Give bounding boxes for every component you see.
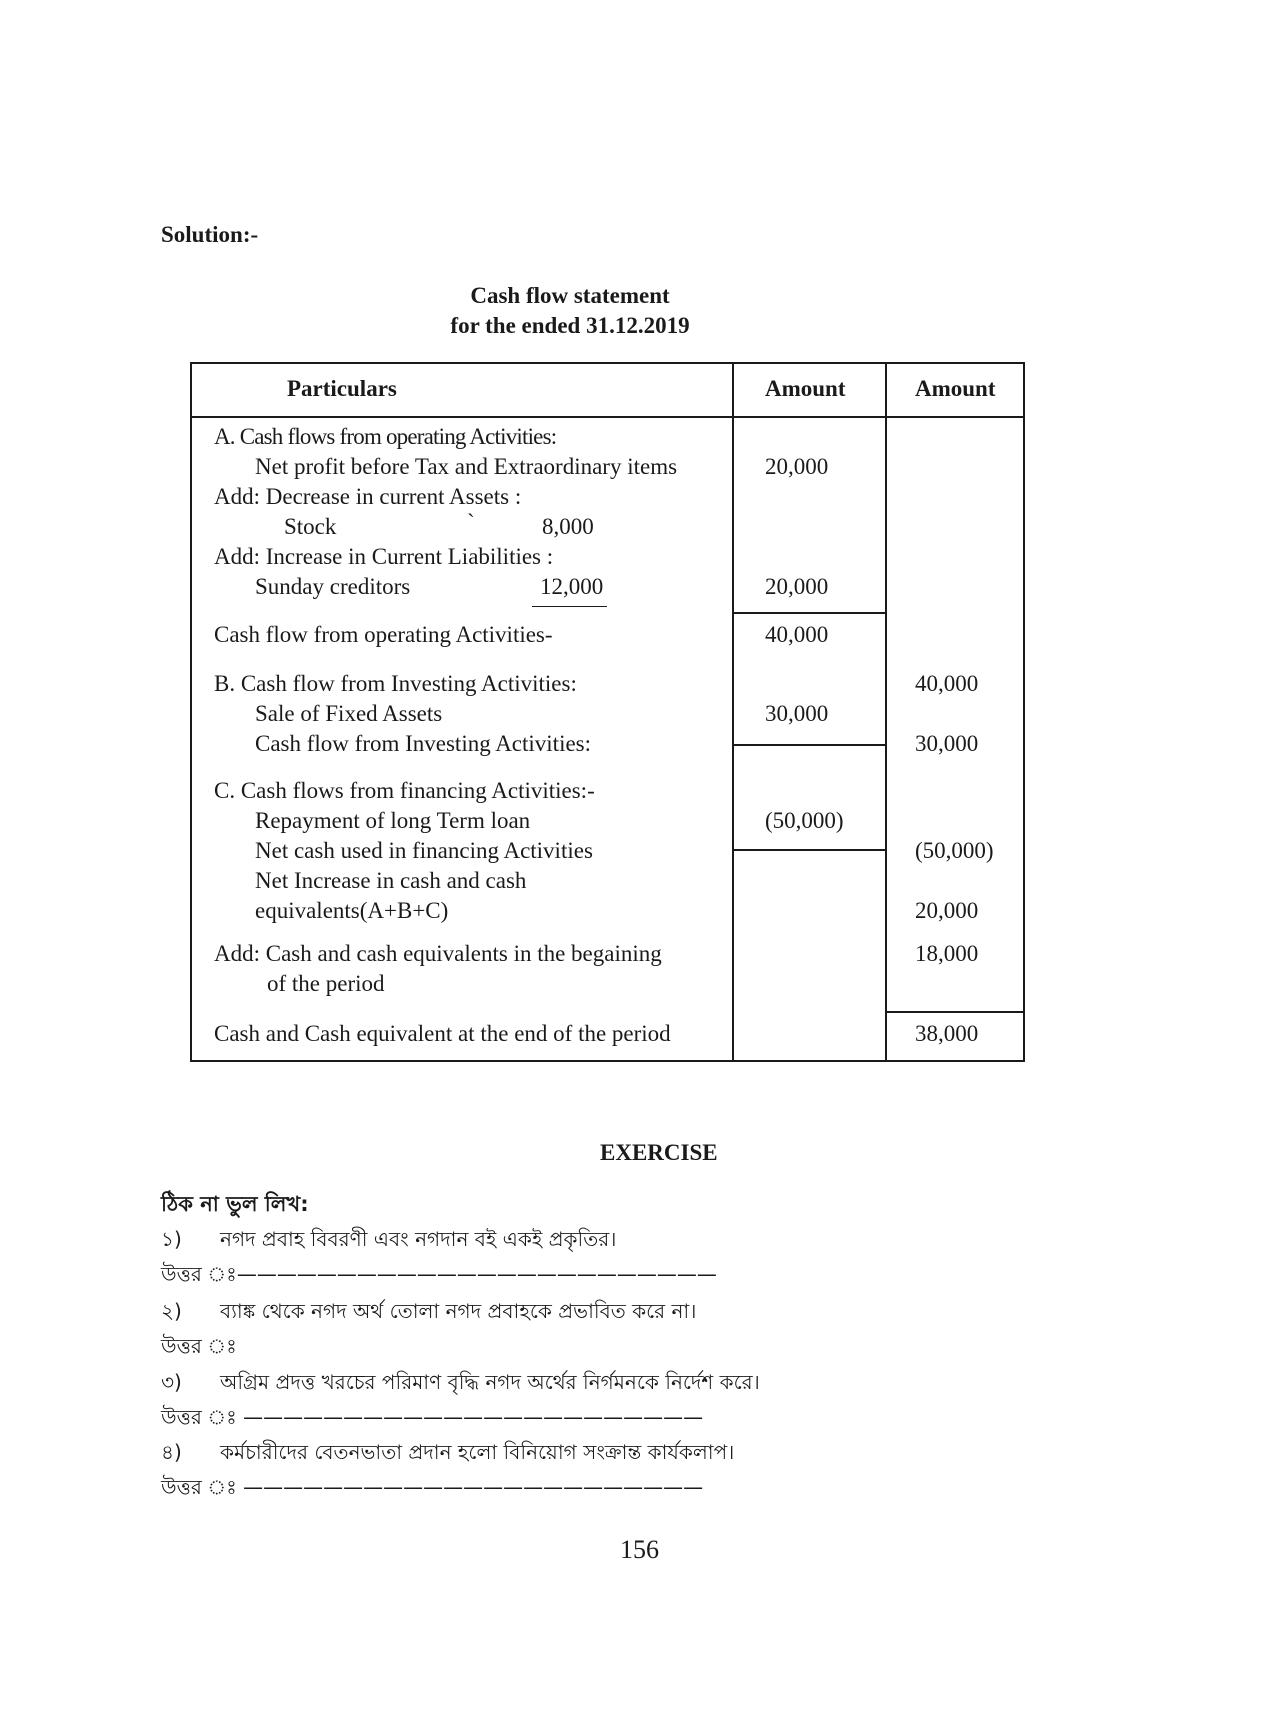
header-particulars: Particulars (287, 376, 397, 401)
stock-amount: 8,000 (542, 514, 594, 539)
stock-mark: ` (467, 510, 475, 535)
sale-fixed-assets-label: Sale of Fixed Assets (255, 701, 443, 726)
net-profit-amount: 20,000 (765, 454, 829, 479)
section-b-heading: B. Cash flow from Investing Activities: (214, 671, 577, 696)
total-rule (885, 1011, 1023, 1013)
end-period-label: Cash and Cash equivalent at the end of the period (214, 1021, 671, 1046)
cash-flow-table (190, 362, 1025, 1062)
subtotal-rule (732, 744, 885, 746)
repayment-label: Repayment of long Term loan (255, 808, 531, 833)
column-divider (732, 364, 734, 1060)
net-increase-label-2: equivalents(A+B+C) (255, 898, 449, 923)
net-increase-amount: 20,000 (915, 898, 979, 923)
question-3-text: অগ্রিম প্রদত্ত খরচের পরিমাণ বৃদ্ধি নগদ অর্থের নির্গমনকে নির্দেশ করে। (220, 1370, 760, 1394)
add-beginning-amount: 18,000 (915, 941, 979, 966)
statement-subtitle: for the ended 31.12.2019 (450, 313, 690, 338)
page-number: 156 (620, 1535, 659, 1564)
section-c-heading: C. Cash flows from financing Activities:- (214, 778, 595, 803)
question-4-text: কর্মচারীদের বেতনভাতা প্রদান হলো বিনিয়োগ সংক্রান্ত কার্যকলাপ। (220, 1440, 735, 1464)
question-3-number: ৩) (161, 1370, 182, 1394)
section-a-heading: A. Cash flows from operating Activities: (214, 424, 557, 449)
net-profit-label: Net profit before Tax and Extraordinary items (255, 454, 678, 479)
subtotal-rule (732, 612, 885, 614)
header-amount-2: Amount (915, 376, 996, 401)
cfo-label: Cash flow from operating Activities- (214, 622, 553, 647)
net-financing-label: Net cash used in financing Activities (255, 838, 593, 863)
exercise-title: EXERCISE (600, 1140, 718, 1165)
answer-1-line: উত্তর ঃ———————————————————————— (161, 1262, 717, 1286)
statement-title: Cash flow statement (470, 283, 670, 308)
add-increase-label: Add: Increase in Current Liabilities : (214, 544, 554, 569)
column-divider (885, 364, 887, 1060)
add-decrease-label: Add: Decrease in current Assets : (214, 484, 522, 509)
add-beginning-label-2: of the period (267, 971, 385, 996)
question-1-number: ১) (161, 1227, 182, 1251)
cfi-amount: 30,000 (915, 731, 979, 756)
net-financing-amount: (50,000) (915, 838, 994, 863)
header-divider (192, 416, 1023, 418)
answer-3-line: উত্তর ঃ ——————————————————————— (161, 1405, 704, 1429)
repayment-amount: (50,000) (765, 808, 844, 833)
end-period-amount: 38,000 (915, 1021, 979, 1046)
stock-label: Stock (284, 514, 337, 539)
answer-2-line: উত্তর ঃ (161, 1334, 237, 1358)
net-increase-label-1: Net Increase in cash and cash (255, 868, 527, 893)
question-2-number: ২) (161, 1299, 182, 1323)
answer-4-line: উত্তর ঃ ——————————————————————— (161, 1475, 704, 1499)
exercise-heading: ঠিক না ভুল লিখ: (161, 1192, 309, 1216)
section-a-total: 40,000 (915, 671, 979, 696)
header-amount-1: Amount (765, 376, 846, 401)
subtotal-rule (732, 849, 885, 851)
add-beginning-label-1: Add: Cash and cash equivalents in the begaining (214, 941, 662, 966)
question-4-number: ৪) (161, 1440, 182, 1464)
cfi-label: Cash flow from Investing Activities: (255, 731, 592, 756)
sale-fixed-assets-amount: 30,000 (765, 701, 829, 726)
question-1-text: নগদ প্রবাহ বিবরণী এবং নগদান বই একই প্রকৃতির। (220, 1227, 617, 1251)
solution-label: Solution:- (161, 222, 259, 247)
subtotal-amount: 20,000 (765, 574, 829, 599)
sunday-creditors-amount: 12,000 (540, 574, 604, 599)
sunday-creditors-label: Sunday creditors (255, 574, 411, 599)
cfo-amount: 40,000 (765, 622, 829, 647)
underline-rule (532, 606, 607, 607)
question-2-text: ব্যাঙ্ক থেকে নগদ অর্থ তোলা নগদ প্রবাহকে প্রভাবিত করে না। (220, 1299, 697, 1323)
